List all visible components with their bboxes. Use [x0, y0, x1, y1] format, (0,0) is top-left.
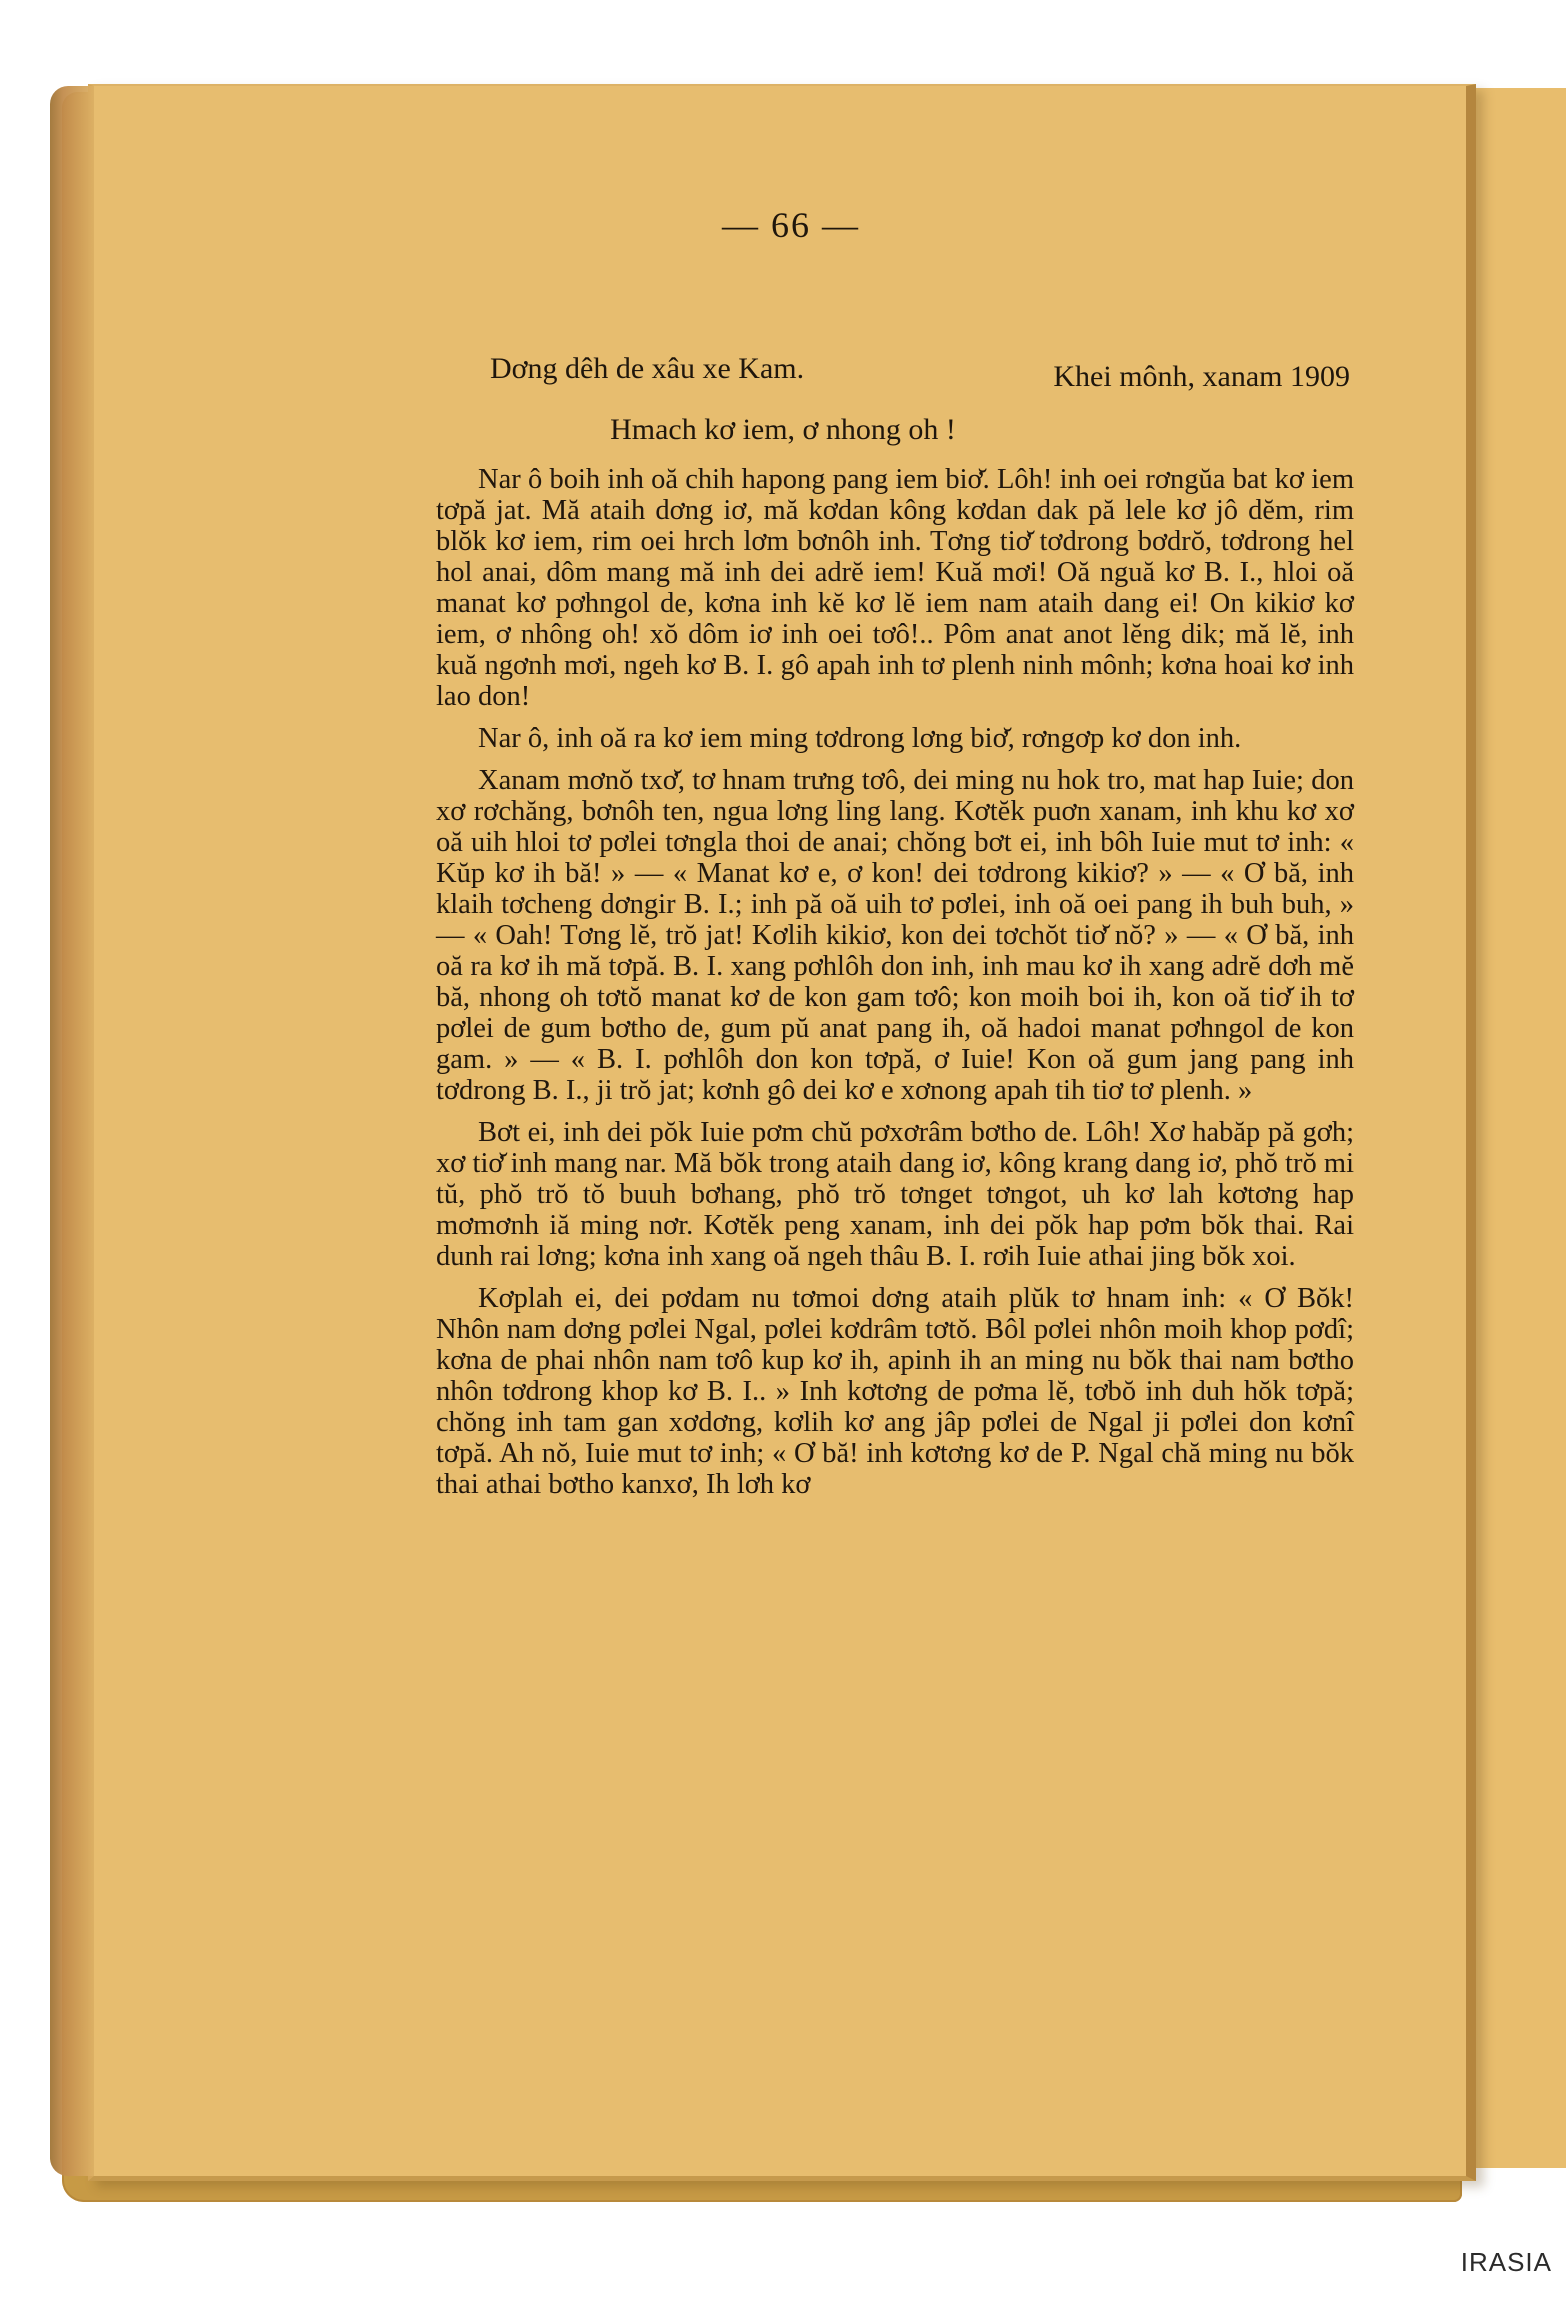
paragraph: Xanam mơnŏ txơ̆, tơ hnam trưng tơô, dei ming nu hok tro, mat hap Iuie; don xơ rơchăng, bơnôh ten, ngua lơng ling lang. Kơtĕk puơn xanam, inh khu kơ xơ oă uih hloi tơ pơlei tơngla thoi de anai; chŏng bơt ei, inh bôh Iuie mut tơ inh: « Kŭp kơ ih bă! » — « Manat kơ e, ơ kon! dei tơdrong kikiơ? » — « Ơ bă, inh klaih tơcheng dơngir B. I.; inh pă oă uih tơ pơlei, inh oă oei pang ih buh buh, » — « Oah! Tơng lĕ, trŏ jat! Kơlih kikiơ, kon dei tơchŏt tiơ̆ nŏ? » — « Ơ bă, inh oă ra kơ ih mă tơpă. B. I. xang pơhlôh don inh, inh mau kơ ih xang adrĕ dơh mĕ bă, nhong oh tơtŏ manat kơ de kon gam tơô; kon moih boi ih, kon oă tiơ̆ ih tơ pơlei de gum bơtho de, gum pŭ anat pang ih, oă hadoi manat pơhngol de kon gam. » — « B. I. pơhlôh don kon tơpă, ơ Iuie! Kon oă gum jang pang inh tơdrong B. I., ji trŏ jat; kơnh gô dei kơ e xơnong apah tih tiơ tơ plenh. »: [436, 765, 1354, 1106]
paragraph: Kơplah ei, dei pơdam nu tơmoi dơng ataih plŭk tơ hnam inh: « Ơ Bŏk! Nhôn nam dơng pơlei Ngal, pơlei kơdrâm tơtŏ. Bôl pơlei nhôn moih khop pơdî; kơna de phai nhôn nam tơô kup kơ ih, apinh ih an ming nu bŏk thai nam bơtho nhôn tơdrong khop kơ B. I.. » Inh kơtơng de pơma lĕ, tơbŏ inh duh hŏk tơpă; chŏng inh tam gan xơdơng, kơlih kơ ang jâp pơlei de Ngal ji pơlei don kơnî tơpă. Ah nŏ, Iuie mut tơ inh; « Ơ bă! inh kơtơng kơ de P. Ngal chă ming nu bŏk thai athai bơtho kanxơ, Ih lơh kơ: [436, 1283, 1354, 1500]
letter-heading: [490, 352, 1350, 402]
adjacent-page: [1468, 88, 1566, 2168]
paragraph: Nar ô boih inh oă chih hapong pang iem biơ̆. Lôh! inh oei rơngŭa bat kơ iem tơpă jat. Mă ataih dơng iơ, mă kơdan kông kơdan dak pă lele kơ jô dĕm, rim blŏk kơ iem, rim oei hrch lơm bơnôh inh. Tơng tiơ̆ tơdrong bơdrŏ, tơdrong hel hol anai, dôm mang mă inh dei adrĕ iem! Kuă mơi! Oă nguă kơ B. I., hloi oă manat kơ pơhngol de, kơna inh kĕ kơ lĕ iem nam ataih dang ei! On kikiơ kơ iem, ơ nhông oh! xŏ dôm iơ inh oei tơô!.. Pôm anat anot lĕng dik; mă lĕ, inh kuă ngơnh mơi, ngeh kơ B. I. gô apah inh tơ plenh ninh mônh; kơna hoai kơ inh lao don!: [436, 464, 1354, 712]
letter-body: [436, 464, 1354, 1511]
paragraph: Bơt ei, inh dei pŏk Iuie pơm chŭ pơxơrâm bơtho de. Lôh! Xơ habăp pă gơh; xơ tiơ̆ inh mang nar. Mă bŏk trong ataih dang iơ, kông krang dang iơ, phŏ trŏ mi tŭ, phŏ trŏ tŏ buuh bơhang, phŏ trŏ tơnget tơngot, uh kơ lah kơtơng hap mơmơnh iă ming nơr. Kơtĕk peng xanam, inh dei pŏk hap pơm bŏk thai. Rai dunh rai lơng; kơna inh xang oă ngeh thâu B. I. rơih Iuie athai jing bŏk xoi.: [436, 1117, 1354, 1272]
archive-label: IRASIA: [1460, 2247, 1552, 2277]
page-number: — 66 —: [722, 205, 860, 245]
letter-salutation: Hmach kơ iem, ơ nhong oh !: [610, 413, 956, 446]
letter-place: Dơng dêh de xâu xe Kam.: [490, 352, 805, 385]
paragraph: Nar ô, inh oă ra kơ iem ming tơdrong lơng biơ̆, rơngơp kơ don inh.: [478, 723, 1242, 754]
letter-date: Khei mônh, xanam 1909: [1053, 360, 1350, 393]
